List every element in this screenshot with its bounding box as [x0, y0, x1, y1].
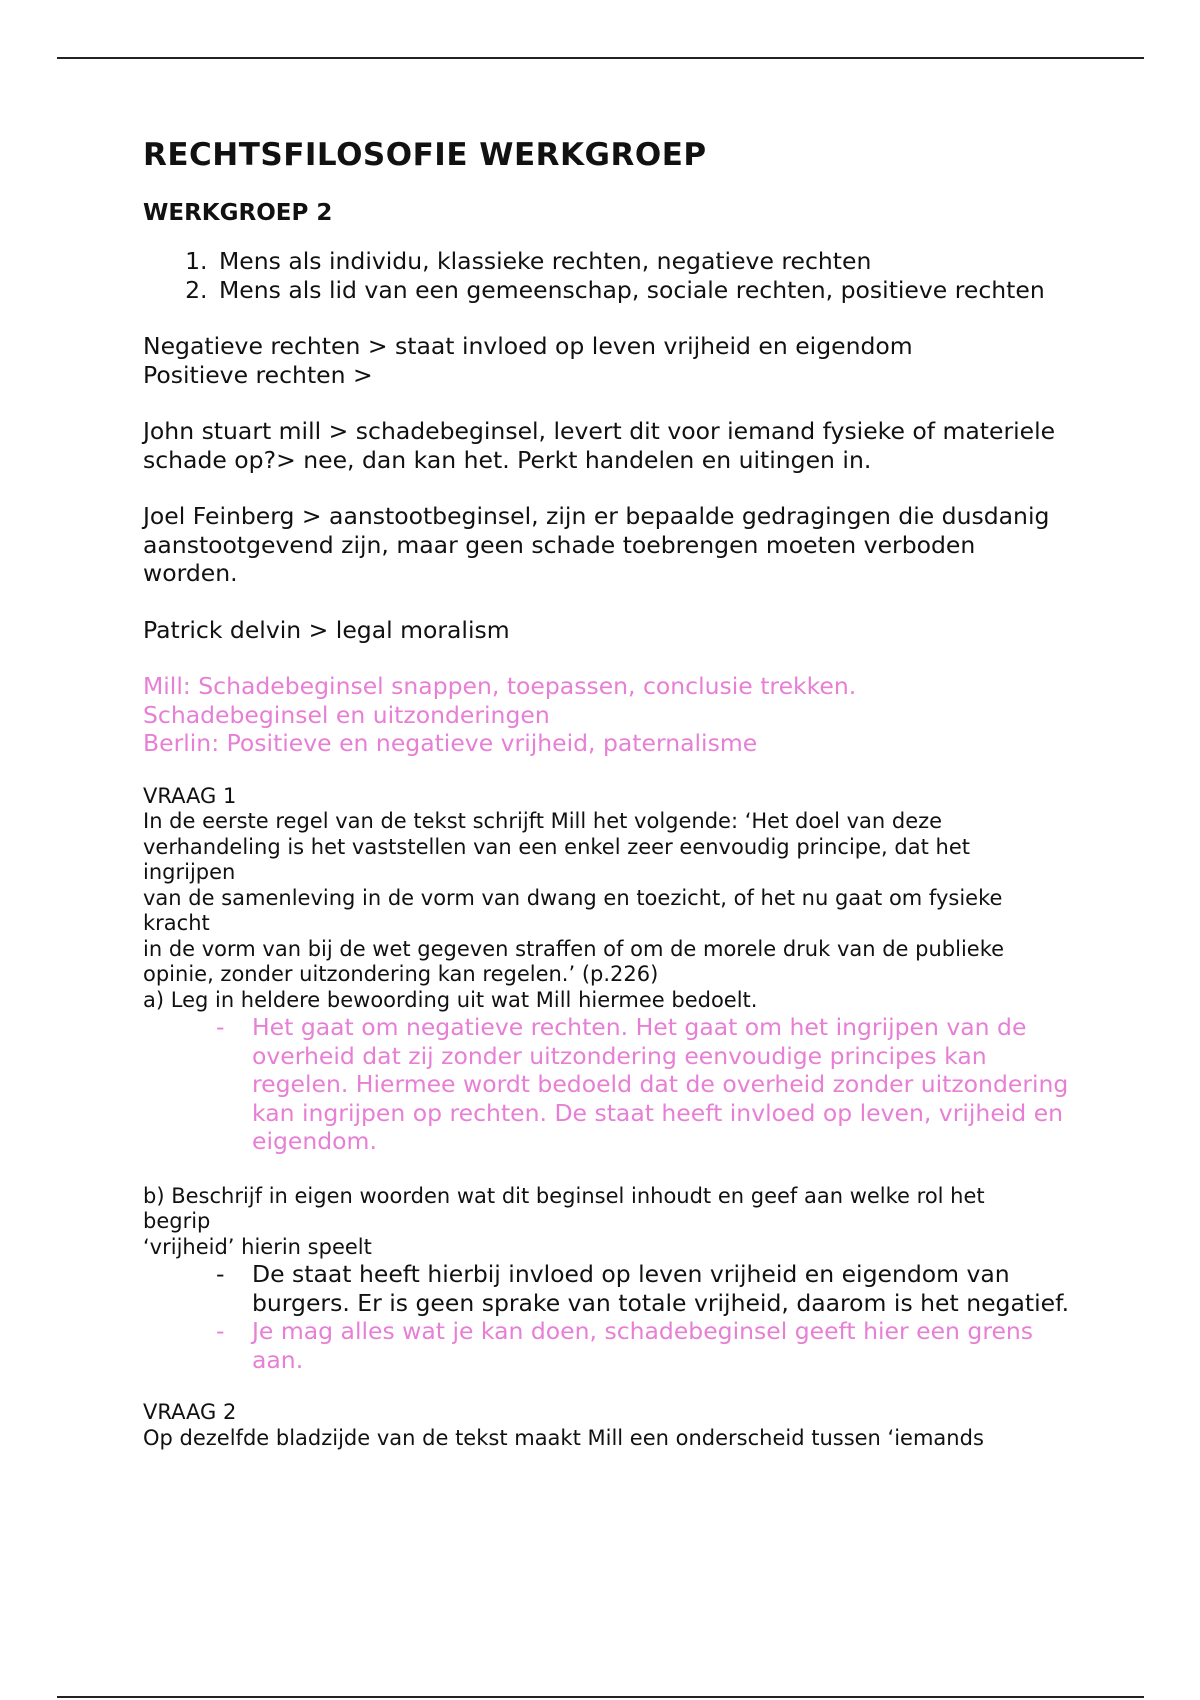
document-body: [143, 135, 1073, 1451]
question-1b: [143, 1184, 1073, 1261]
question-intro-line: van de samenleving in de vorm van dwang en toezicht, of het nu gaat om fysieke: [143, 885, 1003, 910]
question-1b-line: begrip: [143, 1209, 211, 1233]
highlight-line: Berlin: Positieve en negatieve vrijheid, paternalisme: [143, 729, 758, 757]
question-1-heading: VRAAG 1: [143, 783, 237, 808]
question-intro-line: verhandeling is het vaststellen van een enkel zeer eenvoudig principe, dat het: [143, 834, 970, 859]
question-intro-line: ingrijpen: [143, 860, 236, 884]
question-2-intro: Op dezelfde bladzijde van de tekst maakt Mill een onderscheid tussen ‘iemands: [143, 1425, 984, 1450]
answer-1b-item: [216, 1260, 1073, 1317]
question-2: [143, 1400, 1073, 1451]
question-1b-line: b) Beschrijf in eigen woorden wat dit beginsel inhoudt en geef aan welke rol het: [143, 1183, 985, 1208]
list-item: 2. Mens als lid van een gemeenschap, sociale rechten, positieve rechten: [215, 276, 1073, 305]
highlight-line: Mill: Schadebeginsel snappen, toepassen, conclusie trekken.: [143, 672, 857, 700]
question-1: [143, 784, 1073, 1014]
question-1b-line: ‘vrijheid’ hierin speelt: [143, 1234, 372, 1259]
question-intro-line: in de vorm van bij de wet gegeven straffen of om de morele druk van de publieke: [143, 936, 1005, 961]
numbered-list: [143, 247, 1073, 304]
answer-1b-text: Je mag alles wat je kan doen, schadebeginsel geeft hier een grens aan.: [252, 1317, 1034, 1374]
question-1a: a) Leg in heldere bewoording uit wat Mill hiermee bedoelt.: [143, 987, 758, 1012]
negative-rights-line: Negatieve rechten > staat invloed op leven vrijheid en eigendom: [143, 332, 913, 360]
answer-1b-text: De staat heeft hierbij invloed op leven vrijheid en eigendom van burgers. Er is geen sprake van totale vrijheid, daarom is het negatief.: [252, 1260, 1070, 1317]
list-item: 1. Mens als individu, klassieke rechten, negatieve rechten: [215, 247, 1073, 276]
mill-paragraph: John stuart mill > schadebeginsel, levert dit voor iemand fysieke of materiele schade op?> nee, dan kan het. Perkt handelen en uitingen in.: [143, 417, 1056, 474]
answer-1b-item: [216, 1317, 1073, 1374]
answer-1a-list: [143, 1013, 1073, 1156]
bottom-rule: [57, 1696, 1144, 1698]
highlight-line: Schadebeginsel en uitzonderingen: [143, 700, 550, 729]
answer-1b-list: [143, 1260, 1073, 1374]
delvin-paragraph: Patrick delvin > legal moralism: [143, 615, 510, 644]
question-intro-line: In de eerste regel van de tekst schrijft Mill het volgende: ‘Het doel van deze: [143, 809, 943, 833]
highlight-notes: [143, 672, 1073, 758]
question-2-heading: VRAAG 2: [143, 1400, 237, 1424]
answer-1a-text: Het gaat om negatieve rechten. Het gaat om het ingrijpen van de overheid dat zij zonder uitzondering eenvoudige principes kan regelen. Hiermee wordt bedoeld dat de overheid zonder uitzondering kan ingrijpen op rechten. De staat heeft invloed op leven, vrijheid en eigendom.: [252, 1013, 1069, 1155]
question-intro-line: kracht: [143, 911, 210, 935]
page-title: RECHTSFILOSOFIE WERKGROEP: [143, 137, 707, 173]
dash-bullet: -: [216, 1013, 225, 1041]
dash-bullet: -: [216, 1260, 225, 1288]
question-intro-line: opinie, zonder uitzondering kan regelen.’ (p.226): [143, 962, 659, 986]
dash-bullet: -: [216, 1317, 225, 1345]
top-rule: [57, 57, 1144, 59]
answer-1a: [216, 1013, 1073, 1156]
section-subtitle: WERKGROEP 2: [143, 200, 333, 226]
positive-rights-line: Positieve rechten >: [143, 360, 373, 389]
feinberg-paragraph: Joel Feinberg > aanstootbeginsel, zijn er bepaalde gedragingen die dusdanig aanstootgevend zijn, maar geen schade toebrengen moeten verboden worden.: [143, 502, 1050, 587]
rights-paragraph: [143, 332, 1073, 389]
